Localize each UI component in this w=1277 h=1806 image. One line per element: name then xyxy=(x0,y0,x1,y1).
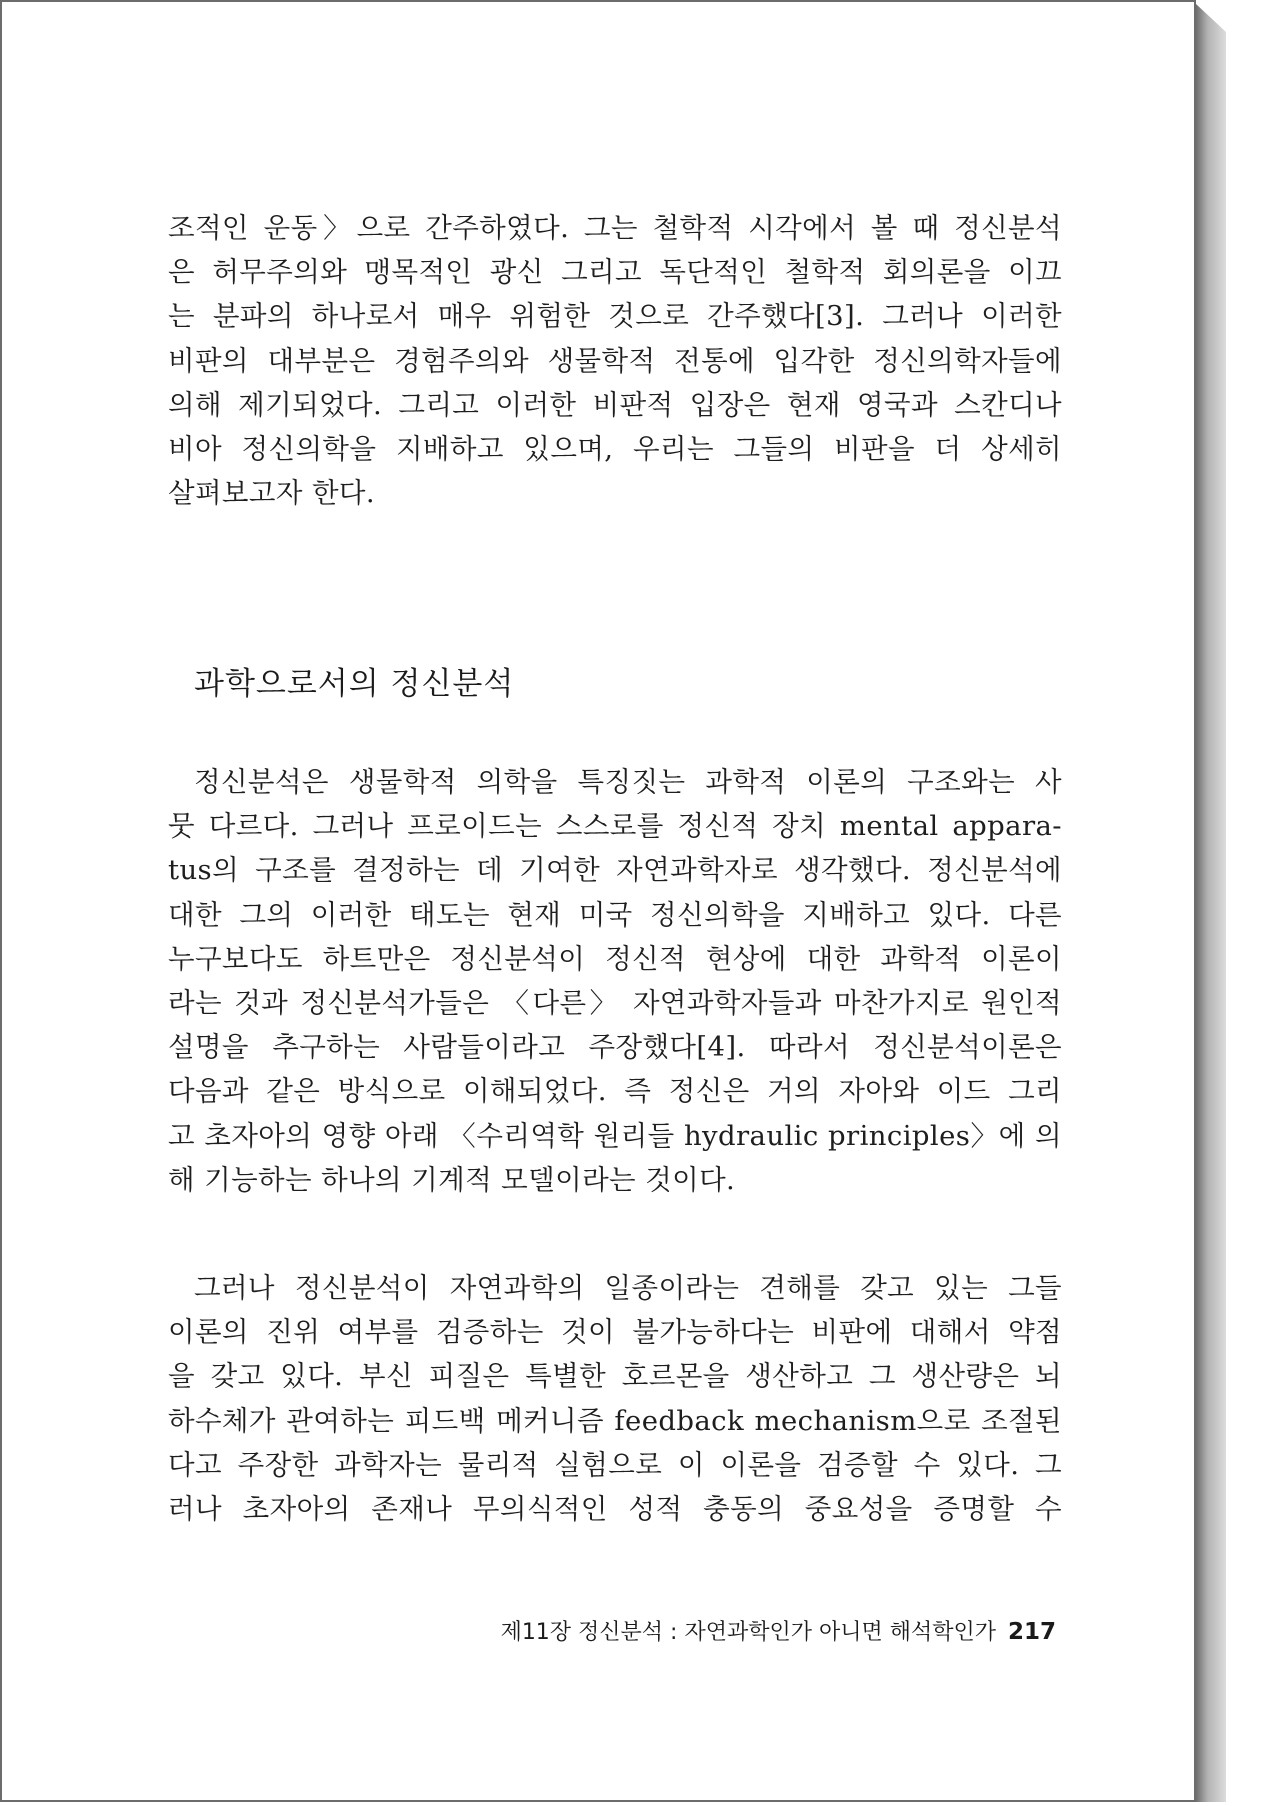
body-paragraph-1 xyxy=(168,760,1062,1202)
running-title: 제11장 정신분석 : 자연과학인가 아니면 해석학인가 xyxy=(500,1620,996,1645)
body-paragraph-2 xyxy=(168,1266,1062,1531)
text-line: 대한 그의 이러한 태도는 현재 미국 정신의학을 지배하고 있다. 다른 xyxy=(168,898,1062,931)
text-line: 을 갖고 있다. 부신 피질은 특별한 호르몬을 생산하고 그 생산량은 뇌 xyxy=(168,1360,1062,1393)
page-footer xyxy=(501,1615,1056,1646)
text-line: 하수체가 관여하는 피드백 메커니즘 feedback mechanism으로 조절된 xyxy=(168,1404,1062,1437)
text-line: 비판의 대부분은 경험주의와 생물학적 전통에 입각한 정신의학자들에 xyxy=(168,344,1062,377)
text-line: 정신분석은 생물학적 의학을 특징짓는 과학적 이론의 구조와는 사 xyxy=(194,766,1062,798)
text-line: 그러나 정신분석이 자연과학의 일종이라는 견해를 갖고 있는 그들 xyxy=(194,1272,1062,1304)
intro-paragraph xyxy=(168,206,1062,515)
section-heading: 과학으로서의 정신분석 xyxy=(194,666,515,702)
text-line: 설명을 추구하는 사람들이라고 주장했다[4]. 따라서 정신분석이론은 xyxy=(168,1031,1062,1064)
text-line: 조적인 운동〉으로 간주하였다. 그는 철학적 시각에서 볼 때 정신분석 xyxy=(168,212,1062,244)
text-line: 비아 정신의학을 지배하고 있으며, 우리는 그들의 비판을 더 상세히 xyxy=(168,432,1062,465)
text-line: 고 초자아의 영향 아래 〈수리역학 원리들 hydraulic principles〉에 의 xyxy=(168,1119,1062,1152)
page-edge-shadow xyxy=(1196,4,1226,1802)
text-line: 살펴보고자 한다. xyxy=(168,477,376,510)
text-line: 은 허무주의와 맹목적인 광신 그리고 독단적인 철학적 회의론을 이끄 xyxy=(168,256,1062,289)
text-line: 이론의 진위 여부를 검증하는 것이 불가능하다는 비판에 대해서 약점 xyxy=(168,1316,1062,1349)
text-line: 다고 주장한 과학자는 물리적 실험으로 이 이론을 검증할 수 있다. 그 xyxy=(168,1448,1062,1481)
page-number: 217 xyxy=(1007,1619,1056,1645)
text-line: 다음과 같은 방식으로 이해되었다. 즉 정신은 거의 자아와 이드 그리 xyxy=(168,1075,1062,1108)
text-line: 러나 초자아의 존재나 무의식적인 성적 충동의 중요성을 증명할 수 xyxy=(168,1492,1062,1525)
page-margin xyxy=(1226,0,1277,1806)
text-line: 라는 것과 정신분석가들은 〈다른〉 자연과학자들과 마찬가지로 원인적 xyxy=(168,986,1062,1019)
text-line: 해 기능하는 하나의 기계적 모델이라는 것이다. xyxy=(168,1163,736,1196)
text-line: 의해 제기되었다. 그리고 이러한 비판적 입장은 현재 영국과 스칸디나 xyxy=(168,388,1062,421)
text-line: tus의 구조를 결정하는 데 기여한 자연과학자로 생각했다. 정신분석에 xyxy=(168,854,1062,887)
text-line: 는 분파의 하나로서 매우 위험한 것으로 간주했다[3]. 그러나 이러한 xyxy=(168,300,1062,333)
text-line: 누구보다도 하트만은 정신분석이 정신적 현상에 대한 과학적 이론이 xyxy=(168,942,1062,975)
text-line: 뭇 다르다. 그러나 프로이드는 스스로를 정신적 장치 mental appara- xyxy=(168,810,1062,843)
